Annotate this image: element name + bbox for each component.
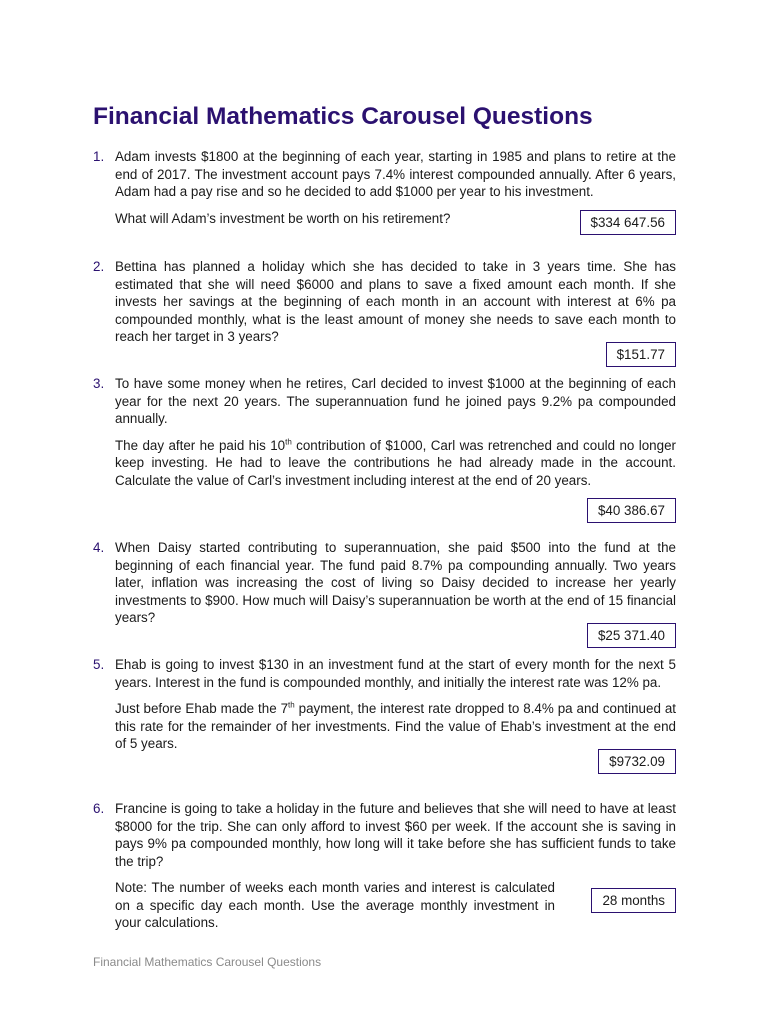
question-number: 1. — [93, 149, 105, 164]
question-6 — [93, 800, 676, 932]
question-1 — [93, 148, 676, 235]
answer-box: $25 371.40 — [587, 623, 676, 648]
question-2 — [93, 258, 676, 367]
answer-box: $151.77 — [606, 342, 676, 367]
question-text-2 — [115, 700, 676, 753]
answer-box: $40 386.67 — [587, 498, 676, 523]
question-text: When Daisy started contributing to superannuation, she paid $500 into the fund at the beginning of each financial year. The fund paid 8.7% pa compounding annually. Two years later, inflation was increasing the cost of living so Daisy decided to increase her yearly investments to $900. How much will Daisy’s superannuation be worth at the end of 15 financial years? — [115, 540, 676, 625]
answer-box: $9732.09 — [598, 749, 676, 774]
question-number: 5. — [93, 657, 105, 672]
text-part: Just before Ehab made the 7 — [115, 701, 289, 716]
answer-box: 28 months — [591, 888, 676, 913]
question-number: 3. — [93, 376, 105, 391]
page-footer: Financial Mathematics Carousel Questions — [93, 955, 322, 969]
superscript: th — [285, 437, 292, 447]
question-text: Francine is going to take a holiday in the future and believes that she will need to have at least $8000 for the trip. She can only afford to invest $60 per week. If the account she is saving in pays 9% pa compounded monthly, how long will it take before she has sufficient funds to take the trip? — [115, 801, 676, 869]
question-3 — [93, 375, 676, 523]
question-4 — [93, 539, 676, 648]
question-number: 2. — [93, 259, 105, 274]
question-prompt: What will Adam’s investment be worth on his retirement? — [115, 210, 451, 226]
question-text-2 — [115, 437, 676, 490]
answer-box: $334 647.56 — [580, 210, 676, 235]
text-part: The day after he paid his 10 — [115, 437, 286, 453]
question-text: Adam invests $1800 at the beginning of each year, starting in 1985 and plans to retire at the end of 2017. The investment account pays 7.4% interest compounded annually. After 6 years, Adam had a pay rise and so he decided to add $1000 per year to his investment. — [115, 149, 676, 199]
page-title: Financial Mathematics Carousel Questions — [93, 103, 593, 130]
question-number: 6. — [93, 801, 105, 816]
question-5 — [93, 656, 676, 774]
question-note: Note: The number of weeks each month varies and interest is calculated on a specific day each month. Use the average monthly investment in your calculations. — [115, 880, 555, 930]
question-text: Ehab is going to invest $130 in an investment fund at the start of every month for the next 5 years. Interest in the fund is compounded monthly, and initially the interest rate was 12% pa. — [115, 657, 676, 690]
superscript: th — [288, 700, 295, 710]
text-part: contribution of $1000, Carl was retrenched and could no longer keep investing. He had to leave the contributions he had already made in the account. Calculate the value of Carl’s investment including interest at the end of 20 years. — [115, 437, 676, 488]
question-text: Bettina has planned a holiday which she has decided to take in 3 years time. She has estimated that she will need $6000 and plans to save a fixed amount each month. If she invests her savings at the beginning of each month in an account with interest at 6% pa compounded monthly, what is the least amount of money she needs to save each month to reach her target in 3 years? — [115, 259, 676, 344]
question-number: 4. — [93, 540, 105, 555]
text-part: payment, the interest rate dropped to 8.4% pa and continued at this rate for the remainder of her investments. Find the value of Ehab’s investment at the end of 5 years. — [115, 701, 676, 751]
question-text: To have some money when he retires, Carl decided to invest $1000 at the beginning of each year for the next 20 years. The superannuation fund he joined pays 9.2% pa compounded annually. — [115, 376, 676, 426]
